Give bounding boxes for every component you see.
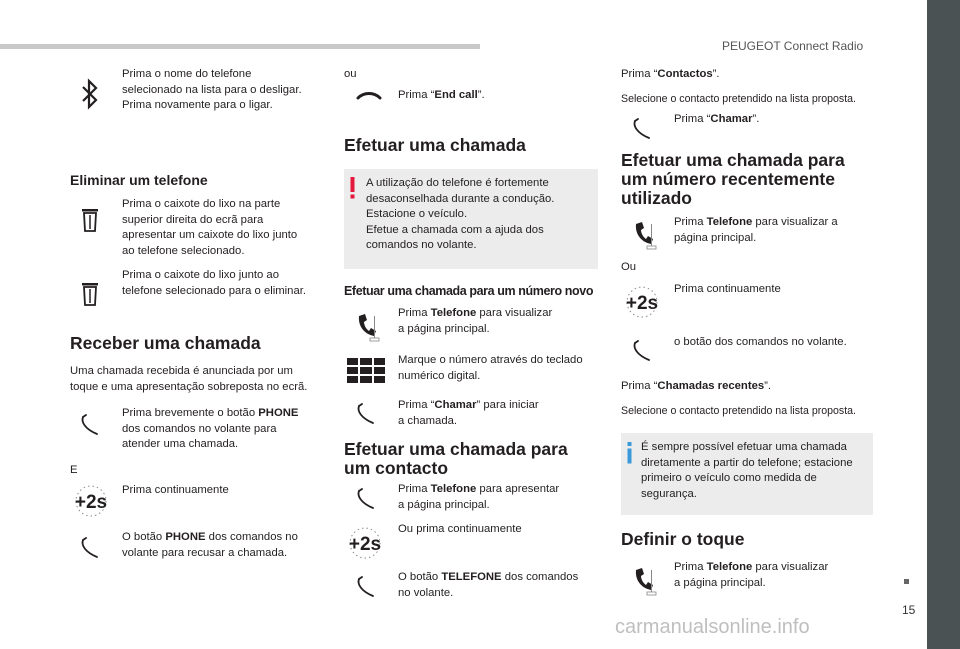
ou-label-2: Ou: [621, 261, 637, 273]
heading-receber: Receber uma chamada: [70, 333, 261, 353]
side-bar: [927, 0, 960, 649]
info-icon: [627, 442, 632, 464]
steering-long-press-icon: [619, 285, 665, 319]
warning-icon: [350, 177, 355, 199]
watermark: carmanualsonline.info: [615, 616, 810, 638]
steering-long-press-icon: [342, 526, 388, 560]
heading-efetuar: Efetuar uma chamada: [344, 135, 526, 155]
telefone-text-3: O botão TELEFONE dos comandos no volante.: [398, 571, 579, 599]
phone-handset-icon: [632, 118, 652, 140]
phone-text-1: Prima brevemente o botão PHONE dos comandos no volante para atender uma chamada.: [122, 407, 299, 450]
telefone-text-1: Prima Telefone para visualizar a página principal.: [398, 307, 553, 335]
heading-contacto: Efetuar uma chamada para um contacto: [344, 439, 568, 478]
heading-toque: Definir o toque: [621, 529, 745, 549]
twos-text-3: Prima continuamente: [674, 283, 781, 295]
trash-icon: [80, 208, 100, 232]
recentes-text: Prima “Chamadas recentes”.: [621, 380, 772, 392]
heading-numero-novo: Efetuar uma chamada para um número novo: [344, 284, 594, 298]
chamar-text: Prima “Chamar” para iniciar a chamada.: [398, 399, 539, 427]
volante-text: o botão dos comandos no volante.: [674, 336, 847, 348]
continuation-marker: [904, 579, 909, 584]
keypad-text: Marque o número através do teclado numérico digital.: [398, 354, 583, 382]
phone-handset-icon: [80, 537, 100, 559]
ou-label: ou: [344, 68, 357, 80]
end-call-text: Prima “End call”.: [398, 89, 485, 101]
page-number: 15: [902, 603, 916, 617]
end-call-icon: [356, 90, 382, 102]
phone-handset-icon: [632, 340, 652, 362]
phone-handset-icon: [356, 403, 376, 425]
heading-recente: Efetuar uma chamada para um número recentemente utilizado: [621, 150, 845, 208]
svg-text:+2s: +2s: [348, 534, 382, 555]
header-rule: [0, 44, 480, 49]
telephone-app-icon: [631, 218, 657, 250]
svg-text:+2s: +2s: [74, 492, 108, 513]
e-label: E: [70, 464, 78, 476]
telefone-text-5: Prima Telefone para visualizar a página principal.: [674, 561, 829, 589]
telephone-app-icon: [354, 310, 380, 342]
phone-handset-icon: [80, 414, 100, 436]
twos-text-1: Prima continuamente: [122, 484, 229, 496]
warning-text: A utilização do telefone é fortemente desaconselhada durante a condução. Estacione o veículo. Efetue a chamada com a ajuda dos comandos no volante.: [366, 177, 555, 251]
warning-box: [344, 169, 598, 269]
phone-handset-icon: [356, 488, 376, 510]
telefone-text-2: Prima Telefone para apresentar a página principal.: [398, 483, 560, 511]
bluetooth-icon: [80, 78, 100, 110]
selecione-text-1: Selecione o contacto pretendido na lista proposta.: [621, 93, 856, 105]
keypad-icon: [347, 358, 385, 384]
selecione-text-2: Selecione o contacto pretendido na lista proposta.: [621, 405, 856, 417]
page-header-title: PEUGEOT Connect Radio: [722, 39, 864, 53]
bluetooth-text: Prima o nome do telefone selecionado na lista para o desligar. Prima novamente para o ligar.: [122, 68, 302, 111]
trash-text-2: Prima o caixote do lixo junto ao telefone selecionado para o eliminar.: [122, 269, 307, 297]
info-box: [621, 433, 873, 515]
heading-eliminar: Eliminar um telefone: [70, 172, 208, 188]
info-text: É sempre possível efetuar uma chamada diretamente a partir do telefone; estacione primeiro o veículo como medida de segurança.: [641, 441, 853, 500]
chamar-text-3: Prima “Chamar”.: [674, 113, 760, 125]
svg-text:+2s: +2s: [625, 293, 659, 314]
contactos-text: Prima “Contactos”.: [621, 68, 720, 80]
twos-text-2: Ou prima continuamente: [398, 523, 522, 535]
phone-handset-icon: [356, 576, 376, 598]
trash-text-1: Prima o caixote do lixo na parte superior direita do ecrã para apresentar um caixote do lixo junto ao telefone selecionado.: [122, 198, 298, 257]
receber-text: Uma chamada recebida é anunciada por um toque e uma apresentação sobreposta no ecrã.: [70, 365, 308, 393]
telephone-app-icon: [631, 564, 657, 596]
trash-icon: [80, 282, 100, 306]
phone-text-2: O botão PHONE dos comandos no volante para recusar a chamada.: [122, 531, 298, 559]
telefone-text-4: Prima Telefone para visualizar a página principal.: [674, 216, 838, 244]
steering-long-press-icon: [68, 484, 114, 518]
